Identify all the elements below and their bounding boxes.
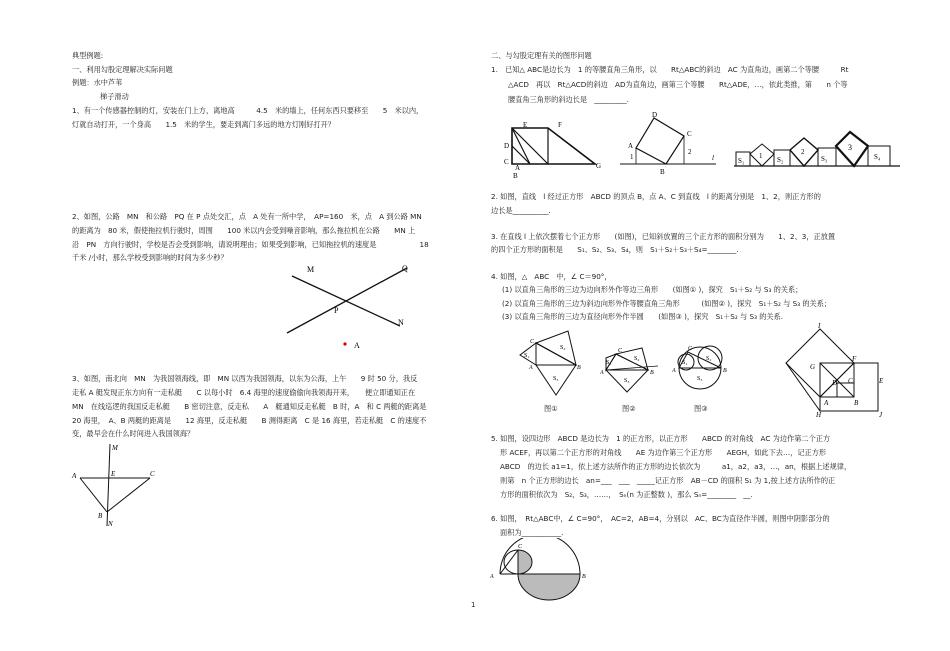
label-B: B: [582, 574, 586, 580]
label-S2: S₂: [777, 156, 784, 164]
roads-figure: [282, 258, 422, 353]
right-problem-6-line-2: 面积为___________.: [500, 528, 564, 537]
right-problem-5-line-3: ABCD 的边长 a1=1，依上述方法所作的正方形的边长依次为 a1，a2，a3，…，an，根据上述规律，: [500, 462, 852, 471]
label-C: C: [530, 339, 535, 345]
label-B: B: [577, 365, 581, 371]
figure-1-equilateral: [506, 325, 598, 397]
caption-figure-3: 图③: [694, 404, 708, 413]
label-A: A: [600, 370, 604, 376]
isoceles-chain-figure: [500, 118, 608, 180]
problem-3-line-5: 变，最早会在什么时间进入我国领海？: [72, 429, 195, 438]
label-N: N: [108, 520, 113, 528]
problem-3-line-3: MN 在线巡逻的我国反走私艇 B 密切注意，反走私 A 艇通知反走私艇 B 时，A 和 C 两艇的距离是: [72, 402, 427, 411]
label-A: A: [515, 164, 521, 172]
label-C: C: [518, 544, 523, 550]
page-number: 1: [471, 601, 476, 609]
label-A: A: [672, 368, 676, 374]
label-D: D: [652, 112, 658, 119]
label-S2: S₂: [634, 356, 640, 362]
problem-3-line-1: 3、如图，南北向 MN 为我国领海线，即 MN 以西为我国领海，以东为公海，上午 9 时 50 分，我反: [72, 374, 418, 383]
problem-2-line-4: 千米 /小时，那么学校受到影响的时间为多少秒？: [72, 253, 228, 262]
left-heading: 典型例题:: [72, 51, 104, 60]
label-P: P: [334, 306, 339, 315]
right-problem-5-line-5: 方形的面积依次为 S₂，S₃，……， Sₙ(n 为正整数 )，那么 Sₙ=________ __.: [500, 490, 753, 499]
label-C: C: [848, 377, 853, 385]
right-problem-4-line-4: (3) 以直角三角形的三边为直径向形外作半圆 (如图③ )，探究 S₁＋S₂ 与 S₃ 的关系.: [502, 312, 784, 321]
label-S1: S₁: [524, 353, 530, 359]
right-problem-1-line-1: 1. 已知△ ABC是边长为 1 的等腰直角三角形，以 Rt△ABC的斜边 AC 为直角边，画第二个等腰 Rt: [491, 65, 849, 74]
label-two: 2: [688, 148, 692, 156]
label-A: A: [824, 399, 829, 407]
semicircle-shaded-figure: [488, 538, 596, 608]
label-B: B: [650, 370, 654, 376]
sea-border-figure: [66, 440, 166, 530]
label-D: D: [832, 379, 838, 387]
label-B: B: [513, 172, 518, 180]
label-S3: S₃: [821, 155, 828, 163]
label-A: A: [628, 142, 634, 150]
label-C: C: [618, 348, 623, 354]
nested-squares-figure: [782, 323, 887, 419]
label-S3: S₃: [697, 376, 703, 382]
right-problem-5-line-4: 则第 n 个正方形的边长 an=___ ___ _____记正方形 AB－CD 的面积 S₁ 为 1,按上述方法所作的正: [500, 476, 836, 485]
label-Q: Q: [402, 264, 408, 273]
label-C: C: [150, 470, 155, 478]
label-1: 1: [759, 152, 763, 160]
problem-2-line-1: 2、如图，公路 MN 和公路 PQ 在 P 点处交汇，点 A 处有一所中学， AP=160 米，点 A 到公路 MN: [72, 212, 422, 221]
label-D: D: [504, 142, 510, 150]
right-problem-5-line-1: 5. 如图，设四边形 ABCD 是边长为 1 的正方形，以正方形 ABCD 的对角线 AC 为边作第二个正方: [491, 434, 831, 443]
problem-2-line-2: 的距离为 80 米，假使拖拉机行驶时，周围 100 米以内会受到噪音影响，那么拖拉机在公路 MN 上: [72, 226, 416, 235]
label-C: C: [688, 346, 693, 352]
left-example-2: 梯子滑动: [100, 92, 129, 101]
problem-1-line-2: 灯就自动打开，一个身高 1.5 米的学生，要走到离门多远的地方灯刚好打开？: [72, 120, 335, 129]
label-S2: S₂: [560, 345, 566, 351]
label-S2: S₂: [706, 356, 712, 362]
right-problem-2-line-1: 2. 如图，直线 l 经过正方形 ABCD 的顶点 B，点 A、C 到直线 l 的距离分别是 1、2，则正方形的: [491, 192, 821, 201]
right-problem-4-line-3: (2) 以直角三角形的三边为斜边向形外作等腰直角三角形 (如图② )，探究 S₁＋S₂ 与 S₃ 的关系；: [502, 299, 832, 308]
label-E: E: [111, 470, 116, 478]
label-C: C: [504, 158, 509, 166]
right-problem-1-line-2: △ACD 再以 Rt△ACD的斜边 AD为直角边，画第三个等腰 Rt△ADE，…，依此类推，第 n 个等: [508, 80, 848, 89]
label-one: 1: [630, 153, 634, 161]
problem-3-line-2: 走私 A 艇发现正东方向有一走私艇 C 以每小时 6.4 海里的速度偷偷向我领海开来， 便立即通知正在: [72, 388, 416, 397]
label-A: A: [72, 472, 77, 480]
label-l: l: [712, 154, 714, 162]
label-S3: S₃: [553, 376, 559, 382]
label-S1: S₁: [606, 360, 612, 366]
left-example: 例题：水中芦苇: [72, 78, 123, 87]
label-S1: S₁: [738, 157, 745, 165]
label-2: 2: [801, 148, 805, 156]
label-G: G: [810, 363, 816, 371]
label-A: A: [354, 341, 360, 350]
caption-figure-1: 图①: [544, 404, 558, 413]
problem-2-line-3: 沿 PN 方向行驶时，学校是否会受到影响，请说明理由；如果受到影响，已知拖拉机的速度是 18: [72, 240, 429, 249]
problem-1-line-1: 1、有一个传感器控制的灯，安装在门上方，离地高 4.5 米的墙上，任何东西只要移至 5 米以内，: [72, 106, 424, 115]
left-section-title: 一、利用勾股定理解决实际问题: [72, 65, 173, 74]
figure-2-isosceles: [600, 340, 664, 396]
label-C: C: [687, 130, 692, 138]
label-N: N: [398, 318, 404, 327]
label-B: B: [854, 399, 859, 407]
right-problem-4-line-2: (1) 以直角三角形的三边为边向形外作等边三角形 (如图① )，探究 S₁＋S₂ 与 S₃ 的关系；: [502, 285, 803, 294]
seven-squares-figure: [732, 126, 902, 172]
right-problem-3-line-1: 3. 在直线 l 上依次摆着七个正方形 (如图)，已知斜放置的三个正方形的面积分别为 1、2、3，正放置: [491, 232, 836, 241]
label-S4: S₄: [874, 153, 881, 161]
label-B: B: [723, 368, 727, 374]
label-A: A: [490, 574, 494, 580]
right-problem-3-line-2: 的四个正方形的面积是 S₁、S₂、S₃、S₄，则 S₁＋S₂＋S₃＋S₄=________.: [491, 245, 739, 254]
label-B: B: [98, 512, 103, 520]
label-B: B: [660, 168, 665, 176]
label-F: F: [558, 121, 562, 129]
label-M: M: [112, 444, 118, 452]
right-problem-6-line-1: 6. 如图， Rt△ABC中，∠ C=90°， AC=2，AB=4，分别以 AC、BC为直径作半圆，则图中阴影部分的: [491, 514, 830, 523]
label-A: A: [529, 365, 533, 371]
right-problem-4-line-1: 4. 如图，△ ABC 中，∠ C＝90°，: [491, 272, 612, 281]
caption-figure-2: 图②: [622, 404, 636, 413]
right-problem-5-line-2: 形 ACEF，再以第二个正方形的对角线 AE 为边作第三个正方形 AEGH，如此下去…，记正方形: [500, 448, 827, 457]
label-H: H: [816, 411, 822, 419]
label-E: E: [879, 377, 884, 385]
label-M: M: [307, 265, 315, 274]
problem-3-line-4: 20 海里， A、B 两艇的距离是 12 海里，反走私艇 B 测得距离 C 是 16 海里，若走私艇 C 的速度不: [72, 416, 427, 425]
label-J: J: [879, 411, 883, 419]
label-3: 3: [848, 143, 852, 152]
label-G: G: [596, 162, 602, 170]
right-problem-1-line-3: 腰直角三角形的斜边长是 _________.: [508, 95, 629, 104]
label-S1: S₁: [682, 360, 688, 366]
figure-3-semicircles: [670, 340, 734, 396]
label-S3: S₃: [624, 378, 630, 384]
tilted-square-figure: [616, 112, 722, 178]
label-E: E: [523, 121, 528, 129]
right-problem-2-line-2: 边长是__________.: [491, 206, 551, 215]
label-I: I: [818, 323, 821, 330]
right-section-title: 二、与勾股定理有关的图形问题: [491, 51, 592, 60]
label-F: F: [852, 355, 857, 363]
